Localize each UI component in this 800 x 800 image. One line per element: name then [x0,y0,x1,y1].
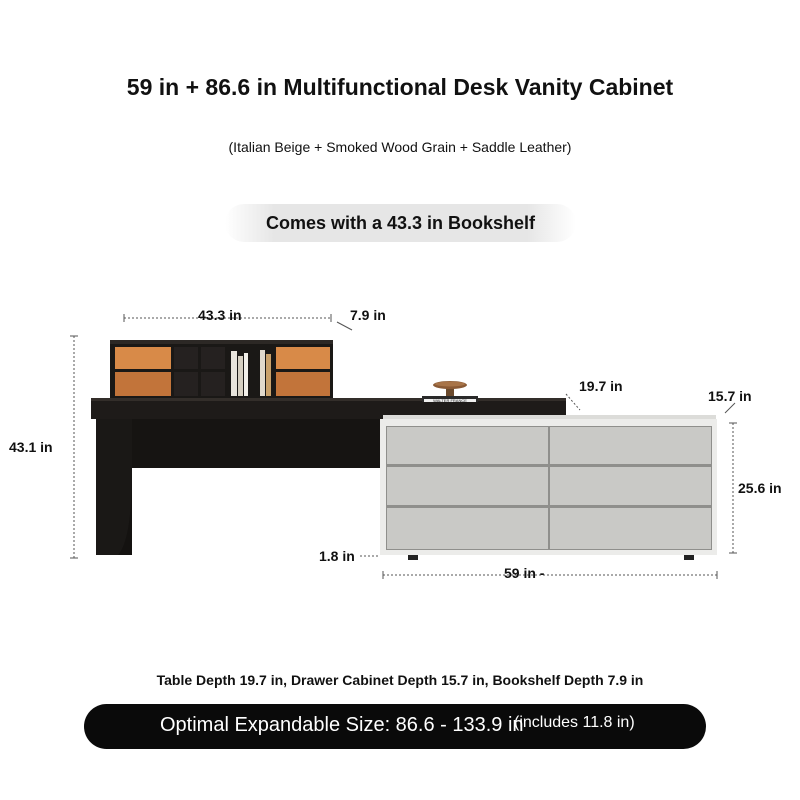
table-depth-line [566,394,580,410]
depth-note: Table Depth 19.7 in, Drawer Cabinet Depth 15.7 in, Bookshelf Depth 7.9 in [156,672,644,688]
cabinet-width-label: 59 in - [504,565,545,581]
table-depth-label: 19.7 in [579,378,623,394]
expandable-size-text: Optimal Expandable Size: 86.6 - 133.9 in [160,714,524,736]
bookshelf-width-label: 43.3 in [198,307,242,323]
expandable-size-extra: (includes 11.8 in) [514,714,635,731]
desk-decor [422,381,478,403]
cabinet-height-label: 25.6 in [738,480,782,496]
drawer-cabinet [380,415,717,560]
cabinet-depth-tick [725,403,735,413]
bookshelf-depth-label: 7.9 in [350,307,386,323]
bookshelf-pill-label: Comes with a 43.3 in Bookshelf [265,212,536,233]
total-height-label: 43.1 in [9,439,53,455]
page-subtitle: (Italian Beige + Smoked Wood Grain + Saddle Leather) [228,139,572,155]
leg-height-label: 1.8 in [319,548,355,564]
page-title: 59 in + 86.6 in Multifunctional Desk Vanity Cabinet [126,74,674,100]
cabinet-depth-label: 15.7 in [708,388,752,404]
bookshelf [110,340,333,400]
bookshelf-depth-tick [337,322,352,330]
book-label: WALTER FRANCE [433,398,467,403]
expandable-size-banner [84,704,706,749]
